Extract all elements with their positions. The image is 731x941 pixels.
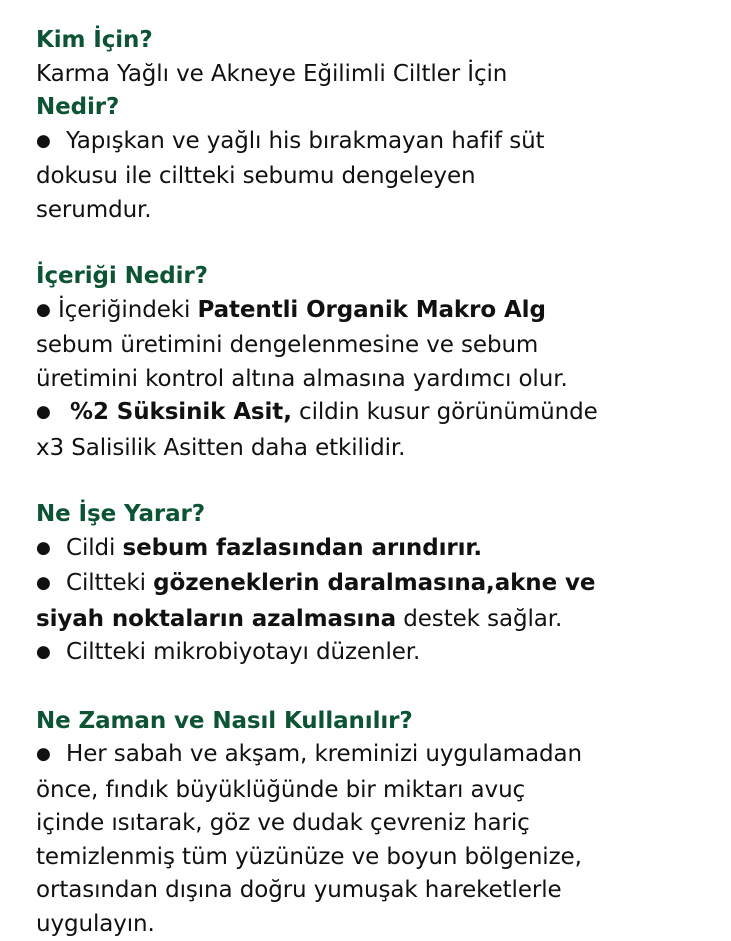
kullanim-line-2: önce, fındık büyüklüğünde bir miktarı avuç [36, 774, 726, 808]
spacer [36, 465, 726, 498]
section-heading-ne-ise-yarar: Ne İşe Yarar? [36, 498, 726, 532]
kullanim-bullet-1 [36, 738, 726, 774]
text: Yapışkan ve yağlı his bırakmayan hafif süt [66, 128, 544, 154]
section-heading-kim-icin: Kim İçin? [36, 24, 726, 58]
bold-text: Patentli Organik Makro Alg [197, 297, 545, 323]
nedir-bullet-1 [36, 125, 726, 161]
text: İçeriğindeki [58, 297, 197, 323]
bullet-icon [36, 396, 70, 432]
spacer [36, 672, 726, 705]
nedir-line-3: serumdur. [36, 194, 726, 228]
bullet-icon [36, 738, 66, 774]
bullet-icon [36, 567, 66, 603]
kullanim-line-5: ortasından dışına doğru yumuşak hareketlerle [36, 874, 726, 908]
text: Her sabah ve akşam, kreminizi uygulamadan [66, 741, 582, 767]
text: Cildi [66, 535, 123, 561]
yarar-bullet-3 [36, 636, 726, 672]
bold-text: sebum fazlasından arındırır. [123, 535, 482, 561]
section-heading-kullanim: Ne Zaman ve Nasıl Kullanılır? [36, 705, 726, 739]
bullet-icon [36, 125, 66, 161]
bullet-icon [36, 294, 58, 330]
text: cildin kusur görünümünde [292, 399, 598, 425]
spacer [36, 227, 726, 260]
icerigi-line-2: sebum üretimini dengelenmesine ve sebum [36, 329, 726, 363]
text: destek sağlar. [396, 606, 562, 632]
text: Ciltteki [66, 570, 153, 596]
icerigi-line-5: x3 Salisilik Asitten daha etkilidir. [36, 432, 726, 466]
nedir-line-2: dokusu ile ciltteki sebumu dengeleyen [36, 160, 726, 194]
kullanim-line-4: temizlenmiş tüm yüzünüze ve boyun bölgenize, [36, 841, 726, 875]
product-description [36, 24, 726, 941]
bold-text: gözeneklerin daralmasına,akne ve [153, 570, 595, 596]
bullet-icon [36, 636, 66, 672]
section-heading-nedir: Nedir? [36, 91, 726, 125]
icerigi-bullet-2 [36, 396, 726, 432]
icerigi-line-3: üretimini kontrol altına almasına yardımcı olur. [36, 363, 726, 397]
bullet-icon [36, 532, 66, 568]
section-heading-icerigi: İçeriği Nedir? [36, 260, 726, 294]
yarar-line-3 [36, 603, 726, 637]
kullanim-line-3: içinde ısıtarak, göz ve dudak çevreniz hariç [36, 807, 726, 841]
yarar-bullet-2 [36, 567, 726, 603]
target-skin-text: Karma Yağlı ve Akneye Eğilimli Ciltler İçin [36, 58, 726, 92]
icerigi-bullet-1 [36, 294, 726, 330]
text: Ciltteki mikrobiyotayı düzenler. [66, 639, 420, 665]
yarar-bullet-1 [36, 532, 726, 568]
kullanim-line-6: uygulayın. [36, 908, 726, 941]
bold-text: %2 Süksinik Asit, [70, 399, 292, 425]
bold-text: siyah noktaların azalmasına [36, 606, 396, 632]
